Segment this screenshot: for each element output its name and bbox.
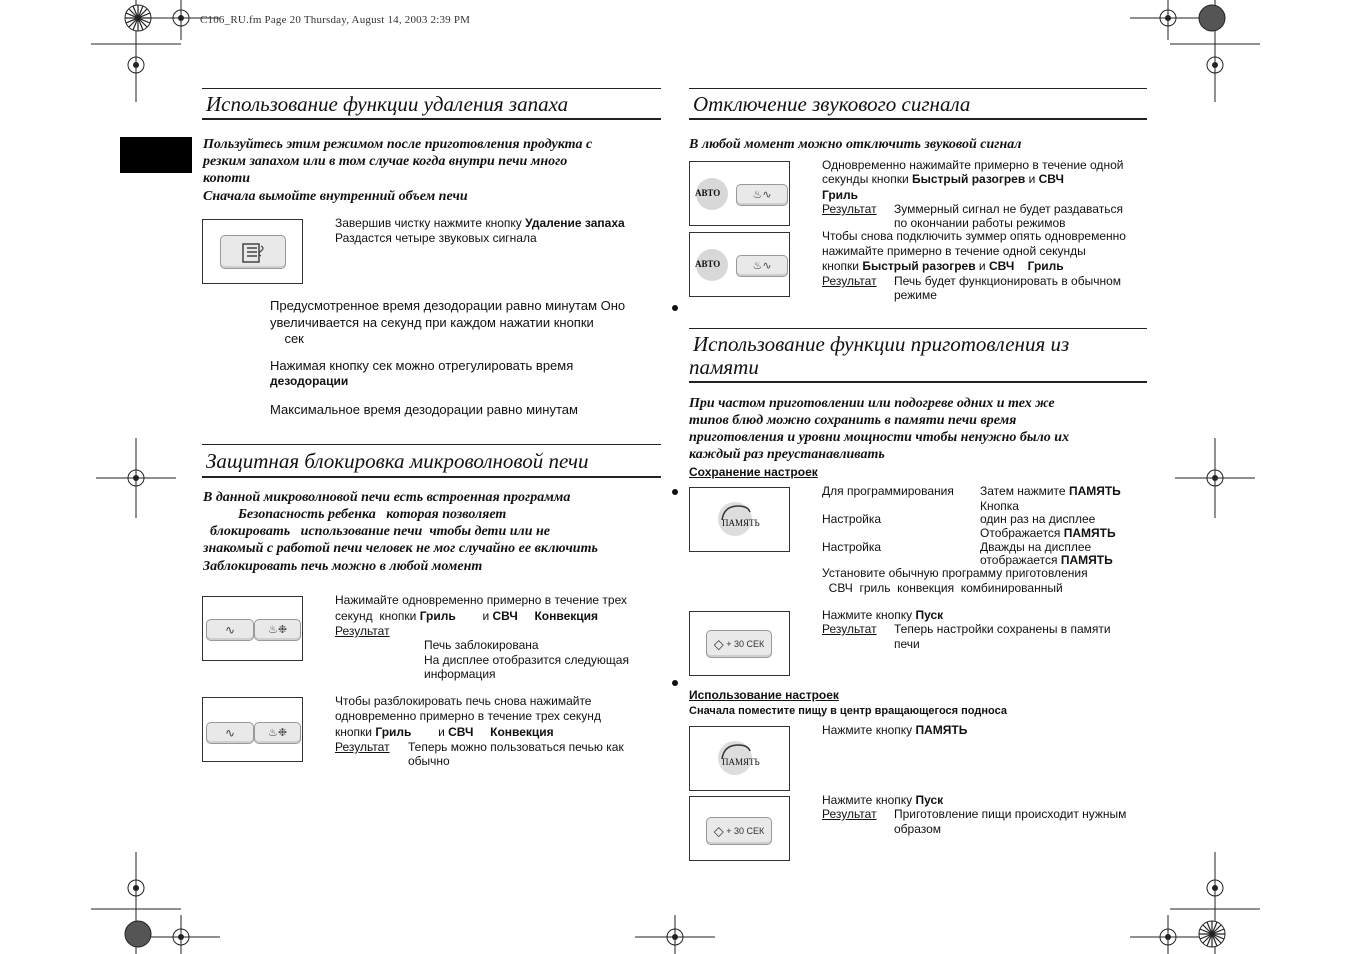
lock-step1-result-1: Печь заблокирована bbox=[424, 638, 539, 652]
lock-step2-prefix: кнопки bbox=[335, 725, 376, 739]
start-key bbox=[706, 817, 772, 845]
memory-row-2-right: Кнопка bbox=[980, 499, 1019, 513]
lock-step2-micro: СВЧ bbox=[448, 725, 474, 739]
memory-row-5-right: Дважды на дисплее bbox=[980, 540, 1092, 554]
deodorize-key bbox=[220, 235, 286, 269]
sound-line-5: нажимайте примерно в течение одной секунды bbox=[822, 244, 1086, 258]
memory-start-line bbox=[822, 608, 943, 623]
start-button-figure-1 bbox=[689, 611, 790, 676]
lock-step1-conv: Конвекция bbox=[534, 609, 599, 623]
file-info-header: C106_RU.fm Page 20 Thursday, August 14, 2003 2:39 PM bbox=[200, 14, 471, 26]
lock-title: Защитная блокировка микроволновой печи bbox=[206, 449, 589, 473]
start-diamond-icon: ◇ bbox=[713, 823, 724, 839]
sound-line-6 bbox=[822, 259, 1064, 274]
lock-step2-result-label: Результат bbox=[335, 740, 390, 754]
memory-title-line-2: памяти bbox=[689, 355, 759, 379]
bullet-dot bbox=[672, 489, 678, 495]
sound-line-2 bbox=[822, 172, 1064, 187]
lock-step2-line-3 bbox=[335, 725, 554, 740]
odor-intro-line-3: копоти bbox=[203, 171, 251, 186]
language-tab-bar bbox=[120, 137, 192, 173]
sound-result-2b: режиме bbox=[894, 288, 937, 302]
odor-bottom-rule bbox=[202, 118, 661, 120]
convection-combo-key-icon: ♨❉ bbox=[254, 619, 301, 641]
sound-line-3: Гриль bbox=[822, 188, 859, 202]
memory-row-1-left: Для программирования bbox=[822, 484, 954, 498]
sound-result-2a: Печь будет функционировать в обычном bbox=[894, 274, 1122, 288]
sound-title: Отключение звукового сигнала bbox=[693, 92, 971, 116]
sound-intro: В любой момент можно отключить звуковой сигнал bbox=[689, 137, 1022, 152]
sound-buttons-figure-2 bbox=[689, 232, 790, 297]
memory-start-text: Нажмите кнопку bbox=[822, 608, 916, 622]
lock-step1-line-2 bbox=[335, 609, 598, 624]
sound-line-2-micro: СВЧ bbox=[1038, 172, 1064, 186]
auto-key-label: АВТО bbox=[695, 188, 721, 198]
memory-start-result-label: Результат bbox=[822, 622, 877, 636]
deodorize-button-figure bbox=[202, 219, 303, 284]
bullet-dot bbox=[672, 305, 678, 311]
memory-row-3-right: один раз на дисплее bbox=[980, 512, 1096, 526]
memory-use-sub: Сначала поместите пищу в центр вращающегося подноса bbox=[689, 705, 1007, 717]
grill-key-icon: ∿ bbox=[206, 722, 254, 744]
lock-step2-and: и bbox=[431, 725, 449, 739]
bullet-dot bbox=[672, 680, 678, 686]
lock-step1-prefix: секунд кнопки bbox=[335, 609, 420, 623]
memory-use-2-bold: Пуск bbox=[915, 793, 944, 807]
lock-step1-and: и bbox=[475, 609, 493, 623]
memory-intro-2: типов блюд можно сохранить в памяти печи время bbox=[689, 413, 1017, 428]
odor-step-line-2: Раздастся четыре звуковых сигнала bbox=[335, 231, 537, 245]
sound-line-4: Чтобы снова подключить зуммер опять одновременно bbox=[822, 229, 1126, 243]
sound-result-1b: по окончании работы режимов bbox=[894, 216, 1066, 230]
odor-step-text: Завершив чистку нажмите кнопку bbox=[335, 216, 526, 230]
odor-title: Использование функции удаления запаха bbox=[206, 92, 569, 116]
memory-row-6-right-bold: ПАМЯТЬ bbox=[1060, 553, 1113, 567]
odor-top-rule bbox=[202, 88, 661, 89]
memory-intro-1: При частом приготовлении или подогреве одних и тех же bbox=[689, 396, 1055, 411]
sound-line-2-quick: Быстрый разогрев bbox=[911, 172, 1026, 186]
memory-use-2-text: Нажмите кнопку bbox=[822, 793, 916, 807]
memory-start-result-1: Теперь настройки сохранены в памяти bbox=[894, 622, 1111, 636]
lock-intro-line-4: знакомый с работой печи человек не мог случайно ее включить bbox=[203, 541, 598, 556]
lock-buttons-figure-1 bbox=[202, 596, 303, 661]
memory-key-label: ПАМЯТЬ bbox=[722, 757, 760, 767]
lock-step2-result-1: Теперь можно пользоваться печью как bbox=[408, 740, 624, 754]
sound-top-rule bbox=[689, 88, 1147, 89]
lock-step2-grill: Гриль bbox=[375, 725, 412, 739]
lock-step2-conv: Конвекция bbox=[490, 725, 554, 739]
odor-step-line-1 bbox=[335, 216, 625, 231]
grill-micro-key-icon: ♨∿ bbox=[736, 255, 788, 277]
odor-intro-line-4: Сначала вымойте внутренний объем печи bbox=[203, 189, 468, 204]
auto-key-label: АВТО bbox=[695, 259, 721, 269]
memory-use-result-1: Приготовление пищи происходит нужным bbox=[894, 807, 1127, 821]
start-key-label: + 30 СЕК bbox=[726, 826, 765, 836]
lock-step1-result-label: Результат bbox=[335, 624, 390, 638]
odor-note-2b: дезодорации bbox=[270, 374, 349, 388]
lock-step1-line-1: Нажимайте одновременно примерно в течение трех bbox=[335, 593, 627, 607]
grill-micro-key-icon: ♨∿ bbox=[736, 184, 788, 206]
memory-intro-4: каждый раз преустанавливать bbox=[689, 447, 885, 462]
odor-note-1c: сек bbox=[270, 331, 304, 346]
sound-result-label-2: Результат bbox=[822, 274, 877, 288]
sound-line-2-and: и bbox=[1025, 172, 1039, 186]
memory-top-rule bbox=[689, 328, 1147, 329]
memory-bottom-rule bbox=[689, 381, 1147, 383]
lock-buttons-figure-2 bbox=[202, 697, 303, 762]
lock-step2-line-2: одновременно примерно в течение трех секунд bbox=[335, 709, 601, 723]
lock-step1-result-3: информация bbox=[424, 667, 496, 681]
sound-buttons-figure-1 bbox=[689, 161, 790, 226]
odor-note-2a: Нажимая кнопку сек можно отрегулировать время bbox=[270, 358, 574, 373]
start-diamond-icon: ◇ bbox=[713, 636, 724, 652]
sound-line-6-quick: Быстрый разогрев bbox=[862, 259, 976, 273]
memory-row-7: Установите обычную программу приготовления bbox=[822, 566, 1088, 580]
lock-step2-result-2: обычно bbox=[408, 754, 450, 768]
sound-line-6-micro: СВЧ bbox=[988, 259, 1015, 273]
memory-use-heading: Использование настроек bbox=[689, 688, 839, 702]
lock-step1-micro: СВЧ bbox=[492, 609, 518, 623]
memory-row-4-right bbox=[980, 526, 1116, 541]
memory-intro-3: приготовления и уровни мощности чтобы ненужно было их bbox=[689, 430, 1070, 445]
start-button-figure-2 bbox=[689, 796, 790, 861]
lock-bottom-rule bbox=[202, 476, 661, 478]
sound-line-1: Одновременно нажимайте примерно в течение одной bbox=[822, 158, 1124, 172]
memory-row-1-right-text: Затем нажмите bbox=[980, 484, 1069, 498]
lock-intro-line-1: В данной микроволновой печи есть встроенная программа bbox=[203, 490, 571, 505]
lock-step2-line-1: Чтобы разблокировать печь снова нажимайте bbox=[335, 694, 592, 708]
memory-start-bold: Пуск bbox=[915, 608, 944, 622]
memory-row-3-left: Настройка bbox=[822, 512, 882, 526]
lock-intro-line-2: Безопасность ребенка которая позволяет bbox=[203, 507, 507, 522]
memory-use-result-label: Результат bbox=[822, 807, 877, 821]
lock-intro-line-3: блокировать использование печи чтобы дети или не bbox=[203, 524, 550, 539]
lock-step1-grill: Гриль bbox=[419, 609, 456, 623]
memory-button-figure-1 bbox=[689, 487, 790, 552]
memory-save-heading: Сохранение настроек bbox=[689, 465, 818, 479]
memory-key-label: ПАМЯТЬ bbox=[722, 518, 760, 528]
start-key bbox=[706, 630, 772, 658]
memory-row-4-right-text: Отображается bbox=[980, 526, 1064, 540]
sound-line-2-prefix: секунды кнопки bbox=[822, 172, 912, 186]
sound-result-label-1: Результат bbox=[822, 202, 877, 216]
memory-row-8: СВЧ гриль конвекция комбинированный bbox=[822, 581, 1063, 595]
memory-start-result-2: печи bbox=[894, 637, 920, 651]
sound-line-6-and: и bbox=[975, 259, 989, 273]
memory-row-5-left: Настройка bbox=[822, 540, 882, 554]
sound-line-6-grill: Гриль bbox=[1027, 259, 1064, 273]
memory-row-4-right-bold: ПАМЯТЬ bbox=[1063, 526, 1116, 540]
memory-button-figure-2 bbox=[689, 726, 790, 791]
memory-title-line-1: Использование функции приготовления из bbox=[693, 332, 1070, 356]
sound-result-1a: Зуммерный сигнал не будет раздаваться bbox=[894, 202, 1123, 216]
odor-intro-line-2: резким запахом или в том случае когда внутри печи много bbox=[203, 154, 568, 169]
convection-combo-key-icon: ♨❉ bbox=[254, 722, 301, 744]
lock-step1-result-2: На дисплее отобразится следующая bbox=[424, 653, 629, 667]
lock-top-rule bbox=[202, 444, 661, 445]
odor-note-1b: увеличивается на секунд при каждом нажатии кнопки bbox=[270, 315, 594, 330]
memory-use-2 bbox=[822, 793, 943, 808]
memory-row-1-right-bold: ПАМЯТЬ bbox=[1068, 484, 1121, 498]
sound-line-6-prefix: кнопки bbox=[822, 259, 863, 273]
grill-key-icon: ∿ bbox=[206, 619, 254, 641]
memory-use-1-text: Нажмите кнопку bbox=[822, 723, 916, 737]
deodorize-icon bbox=[221, 236, 285, 268]
memory-use-1 bbox=[822, 723, 967, 738]
lock-intro-line-5: Заблокировать печь можно в любой момент bbox=[203, 559, 483, 574]
odor-note-3: Максимальное время дезодорации равно минутам bbox=[270, 402, 578, 417]
odor-note-1a: Предусмотренное время дезодорации равно минутам Оно bbox=[270, 298, 626, 313]
memory-use-result-2: образом bbox=[894, 822, 942, 836]
odor-step-button-name: Удаление запаха bbox=[525, 216, 625, 230]
memory-row-6-right-text: отображается bbox=[980, 553, 1061, 567]
memory-row-1-right bbox=[980, 484, 1121, 499]
start-key-label: + 30 СЕК bbox=[726, 639, 765, 649]
sound-bottom-rule bbox=[689, 118, 1147, 120]
memory-use-1-bold: ПАМЯТЬ bbox=[915, 723, 968, 737]
odor-intro-line-1: Пользуйтесь этим режимом после приготовления продукта с bbox=[203, 137, 593, 152]
